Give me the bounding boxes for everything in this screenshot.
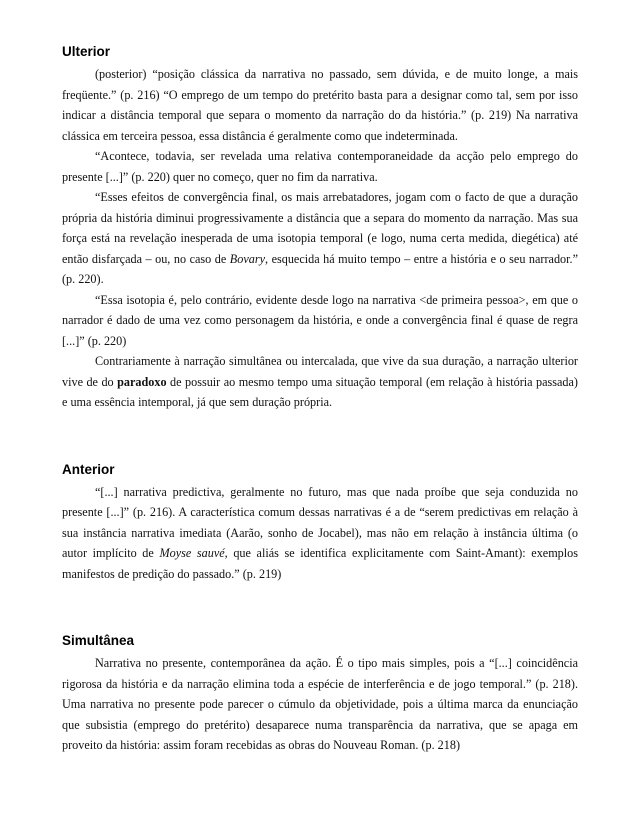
paragraph: Contrariamente à narração simultânea ou intercalada, que vive da sua duração, a narração ulterior vive de do paradoxo de possuir ao mesmo tempo uma situação temporal (em relação à história passada) e uma essência intemporal, já que sem duração própria. bbox=[62, 354, 578, 409]
paragraph: “Esses efeitos de convergência final, os mais arrebatadores, jogam com o facto de que a duração própria da história diminui progressivamente a distância que a separa do momento da narração. Mas sua força está na revelação inesperada de uma isotopia temporal (e logo, numa certa medida, diegética) até então disfarçada – ou, no caso de Bovary, esquecida há muito tempo – entre a história e o seu narrador.” (p. 220). bbox=[62, 190, 578, 286]
book-title: Moyse sauvé bbox=[159, 546, 225, 560]
paragraph: “Essa isotopia é, pelo contrário, evidente desde logo na narrativa <de primeira pessoa>, em que o narrador é dado de uma vez como personagem da história, e onde a convergência final é quase de regra [...]” (p. 220) bbox=[62, 292, 578, 348]
book-title: Bovary bbox=[229, 251, 265, 266]
section-simultanea bbox=[62, 629, 578, 756]
section-ulterior bbox=[62, 40, 578, 413]
emphasized-term: paradoxo bbox=[117, 374, 167, 389]
section-heading: Simultânea bbox=[62, 633, 135, 648]
section-anterior bbox=[62, 458, 578, 585]
paragraph: “[...] narrativa predictiva, geralmente no futuro, mas que nada proíbe que seja conduzida no presente [...]” (p. 216). A característica comum dessas narrativas é a de “serem predictivas em relação à sua instância narrativa imediata (Aarão, sonho de Jocabel), mas não em relação à instância última (o autor implícito de Moyse sauvé, que aliás se identifica explicitamente com Saint-Amant): exemplos manifestos de predição do passado.” (p. 219) bbox=[62, 484, 578, 581]
section-heading: Anterior bbox=[62, 461, 115, 477]
paragraph: Narrativa no presente, contemporânea da ação. É o tipo mais simples, pois a “[...] coincidência rigorosa da história e da narração elimina toda a espécie de interferência e de jogo temporal.” (p. 218). Uma narrativa no presente pode parecer o cúmulo da objetividade, pois a última marca da enunciação que subsistia (emprego do pretérito) desaparece numa transparência da narrativa, que se apaga em proveito da história: assim foram recebidas as obras do Nouveau Roman. (p. 218) bbox=[62, 656, 578, 752]
document-page bbox=[62, 40, 578, 756]
paragraph: “Acontece, todavia, ser revelada uma relativa contemporaneidade da acção pelo emprego do presente [...]” (p. 220) quer no começo, quer no fim da narrativa. bbox=[62, 149, 578, 184]
paragraph: (posterior) “posição clássica da narrativa no passado, sem dúvida, e de muito longe, a mais freqüente.” (p. 216) “O emprego de um tempo do pretérito basta para a designar como tal, sem por isso indicar a distância temporal que separa o momento da narração do da história.” (p. 219) Na narrativa clássica em terceira pessoa, essa distância é geralmente como que indeterminada. bbox=[62, 67, 578, 143]
section-heading: Ulterior bbox=[62, 44, 111, 59]
